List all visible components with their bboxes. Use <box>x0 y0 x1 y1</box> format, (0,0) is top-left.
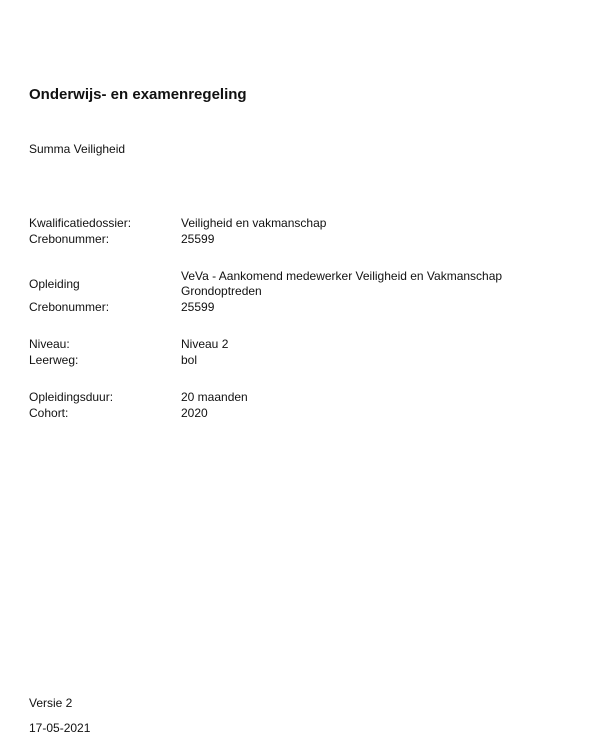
document-title: Onderwijs- en examenregeling <box>29 86 247 103</box>
level-block <box>29 337 569 368</box>
qualification-crebo-value: 25599 <box>181 232 215 246</box>
version-text: Versie 2 <box>29 696 73 710</box>
duration-row <box>29 390 569 405</box>
program-value <box>181 269 569 299</box>
level-value: Niveau 2 <box>181 337 229 351</box>
level-row <box>29 337 569 352</box>
education-block <box>29 269 569 315</box>
education-crebo-row <box>29 300 569 315</box>
program-value-line2: Grondoptreden <box>181 284 262 298</box>
education-crebo-label: Crebonummer: <box>29 300 110 314</box>
dossier-label: Kwalificatiedossier: <box>29 216 132 230</box>
cohort-row <box>29 406 569 421</box>
learning-path-label: Leerweg: <box>29 353 79 367</box>
dossier-row <box>29 216 569 231</box>
qualification-crebo-label: Crebonummer: <box>29 232 110 246</box>
learning-path-value: bol <box>181 353 198 367</box>
cohort-label: Cohort: <box>29 406 69 420</box>
learning-path-row <box>29 353 569 368</box>
program-row <box>29 269 569 299</box>
program-label: Opleiding <box>29 276 80 291</box>
duration-block <box>29 390 569 421</box>
duration-label: Opleidingsduur: <box>29 390 114 404</box>
qualification-crebo-row <box>29 232 569 247</box>
program-value-line1: VeVa - Aankomend medewerker Veiligheid en Vakmanschap <box>181 269 503 283</box>
education-crebo-value: 25599 <box>181 300 215 314</box>
organization-name: Summa Veiligheid <box>29 142 126 156</box>
cohort-value: 2020 <box>181 406 208 420</box>
duration-value: 20 maanden <box>181 390 248 404</box>
level-label: Niveau: <box>29 337 70 351</box>
qualification-block <box>29 216 569 247</box>
dossier-value: Veiligheid en vakmanschap <box>181 216 327 230</box>
date-text: 17-05-2021 <box>29 721 91 735</box>
